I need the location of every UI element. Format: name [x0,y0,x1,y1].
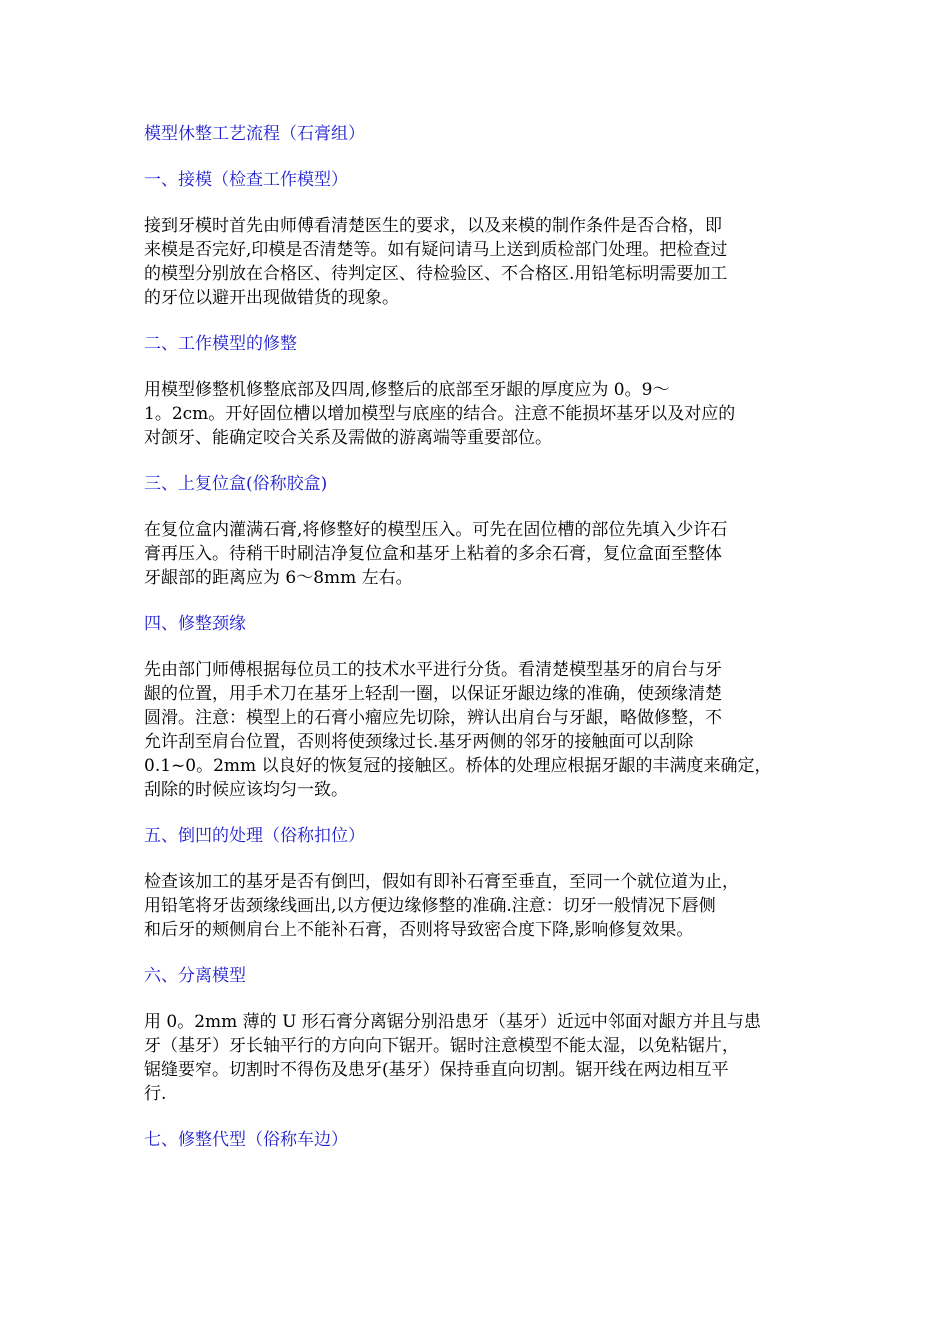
paragraph-line: 膏再压入。待稍干时刷洁净复位盒和基牙上粘着的多余石膏，复位盒面至整体 [144,544,722,564]
paragraph-line: 用铅笔将牙齿颈缘线画出,以方便边缘修整的准确.注意：切牙一般情况下唇侧 [144,896,716,916]
paragraph-line: 用 0。2mm 薄的 U 形石膏分离锯分别沿患牙（基牙）近远中邻面对龈方并且与患 [144,1012,761,1032]
paragraph-line: 先由部门师傅根据每位员工的技术水平进行分货。看清楚模型基牙的肩台与牙 [144,660,722,680]
section-heading: 二、工作模型的修整 [144,334,297,354]
paragraph-line: 和后牙的颊侧肩台上不能补石膏，否则将导致密合度下降,影响修复效果。 [144,920,694,940]
section-heading: 五、倒凹的处理（俗称扣位） [144,826,365,846]
section-paragraph [144,658,812,802]
document-title: 模型休整工艺流程（石膏组） [144,124,365,144]
section-paragraph [144,378,812,450]
section-paragraph [144,1010,812,1106]
paragraph-line: 的模型分别放在合格区、待判定区、待检验区、不合格区.用铅笔标明需要加工 [144,264,728,284]
paragraph-line: 的牙位以避开出现做错货的现象。 [144,288,399,308]
paragraph-line: 刮除的时候应该均匀一致。 [144,780,348,800]
section-paragraph [144,518,812,590]
paragraph-line: 行. [144,1084,167,1104]
section-heading: 一、接模（检查工作模型） [144,170,348,190]
section-paragraph [144,214,812,310]
paragraph-line: 牙（基牙）牙长轴平行的方向向下锯开。锯时注意模型不能太湿，以免粘锯片， [144,1036,739,1056]
section-heading: 四、修整颈缘 [144,614,246,634]
paragraph-line: 对颌牙、能确定咬合关系及需做的游离端等重要部位。 [144,428,552,448]
section-heading: 七、修整代型（俗称车边） [144,1130,348,1150]
paragraph-line: 来模是否完好,印模是否清楚等。如有疑问请马上送到质检部门处理。把检查过 [144,240,728,260]
section-heading: 六、分离模型 [144,966,246,986]
document-page [144,122,812,1174]
paragraph-line: 允许刮至肩台位置，否则将使颈缘过长.基牙两侧的邻牙的接触面可以刮除 [144,732,694,752]
section-paragraph [144,870,812,942]
paragraph-line: 圆滑。注意：模型上的石膏小瘤应先切除，辨认出肩台与牙龈，略做修整，不 [144,708,722,728]
paragraph-line: 检查该加工的基牙是否有倒凹，假如有即补石膏至垂直，至同一个就位道为止， [144,872,739,892]
sections-container [144,168,812,1152]
paragraph-line: 牙龈部的距离应为 6～8mm 左右。 [144,568,413,588]
paragraph-line: 0.1~0。2mm 以良好的恢复冠的接触区。桥体的处理应根据牙龈的丰满度来确定， [144,756,772,776]
paragraph-line: 在复位盒内灌满石膏,将修整好的模型压入。可先在固位槽的部位先填入少许石 [144,520,728,540]
paragraph-line: 接到牙模时首先由师傅看清楚医生的要求，以及来模的制作条件是否合格，即 [144,216,722,236]
section-heading: 三、上复位盒(俗称胶盒) [144,474,328,494]
paragraph-line: 锯缝要窄。切割时不得伤及患牙(基牙）保持垂直向切割。锯开线在两边相互平 [144,1060,729,1080]
paragraph-line: 龈的位置，用手术刀在基牙上轻刮一圈，以保证牙龈边缘的准确，使颈缘清楚 [144,684,722,704]
paragraph-line: 1。2cm。开好固位槽以增加模型与底座的结合。注意不能损坏基牙以及对应的 [144,404,736,424]
paragraph-line: 用模型修整机修整底部及四周,修整后的底部至牙龈的厚度应为 0。9～ [144,380,670,400]
